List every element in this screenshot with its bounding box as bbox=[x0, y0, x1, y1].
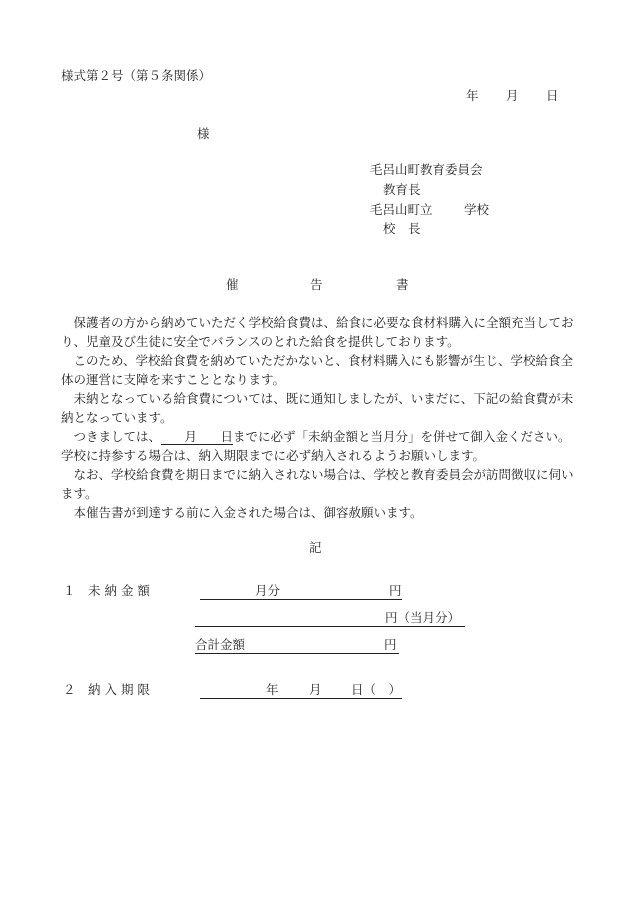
total-amount-yen: 円 bbox=[384, 637, 397, 652]
deadline-text: までに必ず「未納金額と当月分」を併せて御入金ください。学校に持参する場合は、納入期限までに必ず納入されるようお願いします。 bbox=[61, 429, 571, 463]
date-day-label: 日 bbox=[546, 88, 559, 103]
paragraph-collection: なお、学校給食費を期日までに納入されない場合は、学校と教育委員会が訪問徴収に伺います。 bbox=[61, 467, 574, 501]
item2-label: 納 入 期 限 bbox=[88, 682, 150, 697]
sender-principal: 校 長 bbox=[383, 221, 421, 236]
paragraph-unpaid: 未納となっている給食費については、既に通知しましたが、いまだに、下記の給食費が未納となっています。 bbox=[61, 391, 574, 425]
title-char-2: 告 bbox=[310, 277, 323, 292]
date-year-label: 年 bbox=[466, 88, 479, 103]
sender-board: 毛呂山町教育委員会 bbox=[370, 162, 483, 177]
deadline-month-blank: 月 bbox=[161, 429, 197, 445]
form-id: 様式第２号（第５条関係） bbox=[61, 68, 212, 83]
unpaid-month-label: 月分 bbox=[255, 583, 281, 598]
paragraph-apology: 本催告書が到達する前に入金された場合は、御容赦願います。 bbox=[73, 505, 423, 520]
addressee-suffix: 様 bbox=[197, 126, 210, 141]
deadline-month-label: 月 bbox=[309, 682, 322, 697]
date-month-label: 月 bbox=[506, 88, 519, 103]
item1-label: 未 納 金 額 bbox=[88, 583, 150, 598]
deadline-day-blank: 日 bbox=[197, 429, 233, 445]
ki-heading: 記 bbox=[309, 540, 322, 555]
total-amount-line bbox=[195, 637, 399, 654]
current-month-yen: 円（当月分） bbox=[385, 610, 461, 625]
notice-body bbox=[61, 313, 579, 522]
deadline-year-label: 年 bbox=[266, 682, 279, 697]
title-char-3: 書 bbox=[396, 277, 409, 292]
unpaid-month-line bbox=[200, 583, 402, 600]
paragraph-deadline bbox=[61, 427, 579, 465]
unpaid-month-yen: 円 bbox=[389, 583, 402, 598]
sender-school-prefix: 毛呂山町立 bbox=[370, 202, 433, 217]
deadline-day-label: 日（ ） bbox=[351, 682, 402, 697]
paragraph-purpose: 保護者の方から納めていただく学校給食費は、給食に必要な食材料購入に全額充当しており、児童及び生徒に安全でバランスのとれた給食を提供しております。 bbox=[61, 315, 574, 349]
deadline-date-line bbox=[200, 682, 402, 699]
deadline-intro: つきましては、 bbox=[73, 429, 162, 444]
sender-school-suffix: 学校 bbox=[464, 202, 490, 217]
item1-number: １ bbox=[63, 583, 76, 598]
title-char-1: 催 bbox=[226, 277, 239, 292]
paragraph-impact: このため、学校給食費を納めていただかないと、食材料購入にも影響が生じ、学校給食全体の運営に支障を来すこととなります。 bbox=[61, 353, 574, 387]
item2-number: ２ bbox=[63, 682, 76, 697]
current-month-line bbox=[195, 610, 465, 627]
total-amount-label: 合計金額 bbox=[195, 637, 246, 652]
sender-superintendent: 教育長 bbox=[383, 182, 421, 197]
